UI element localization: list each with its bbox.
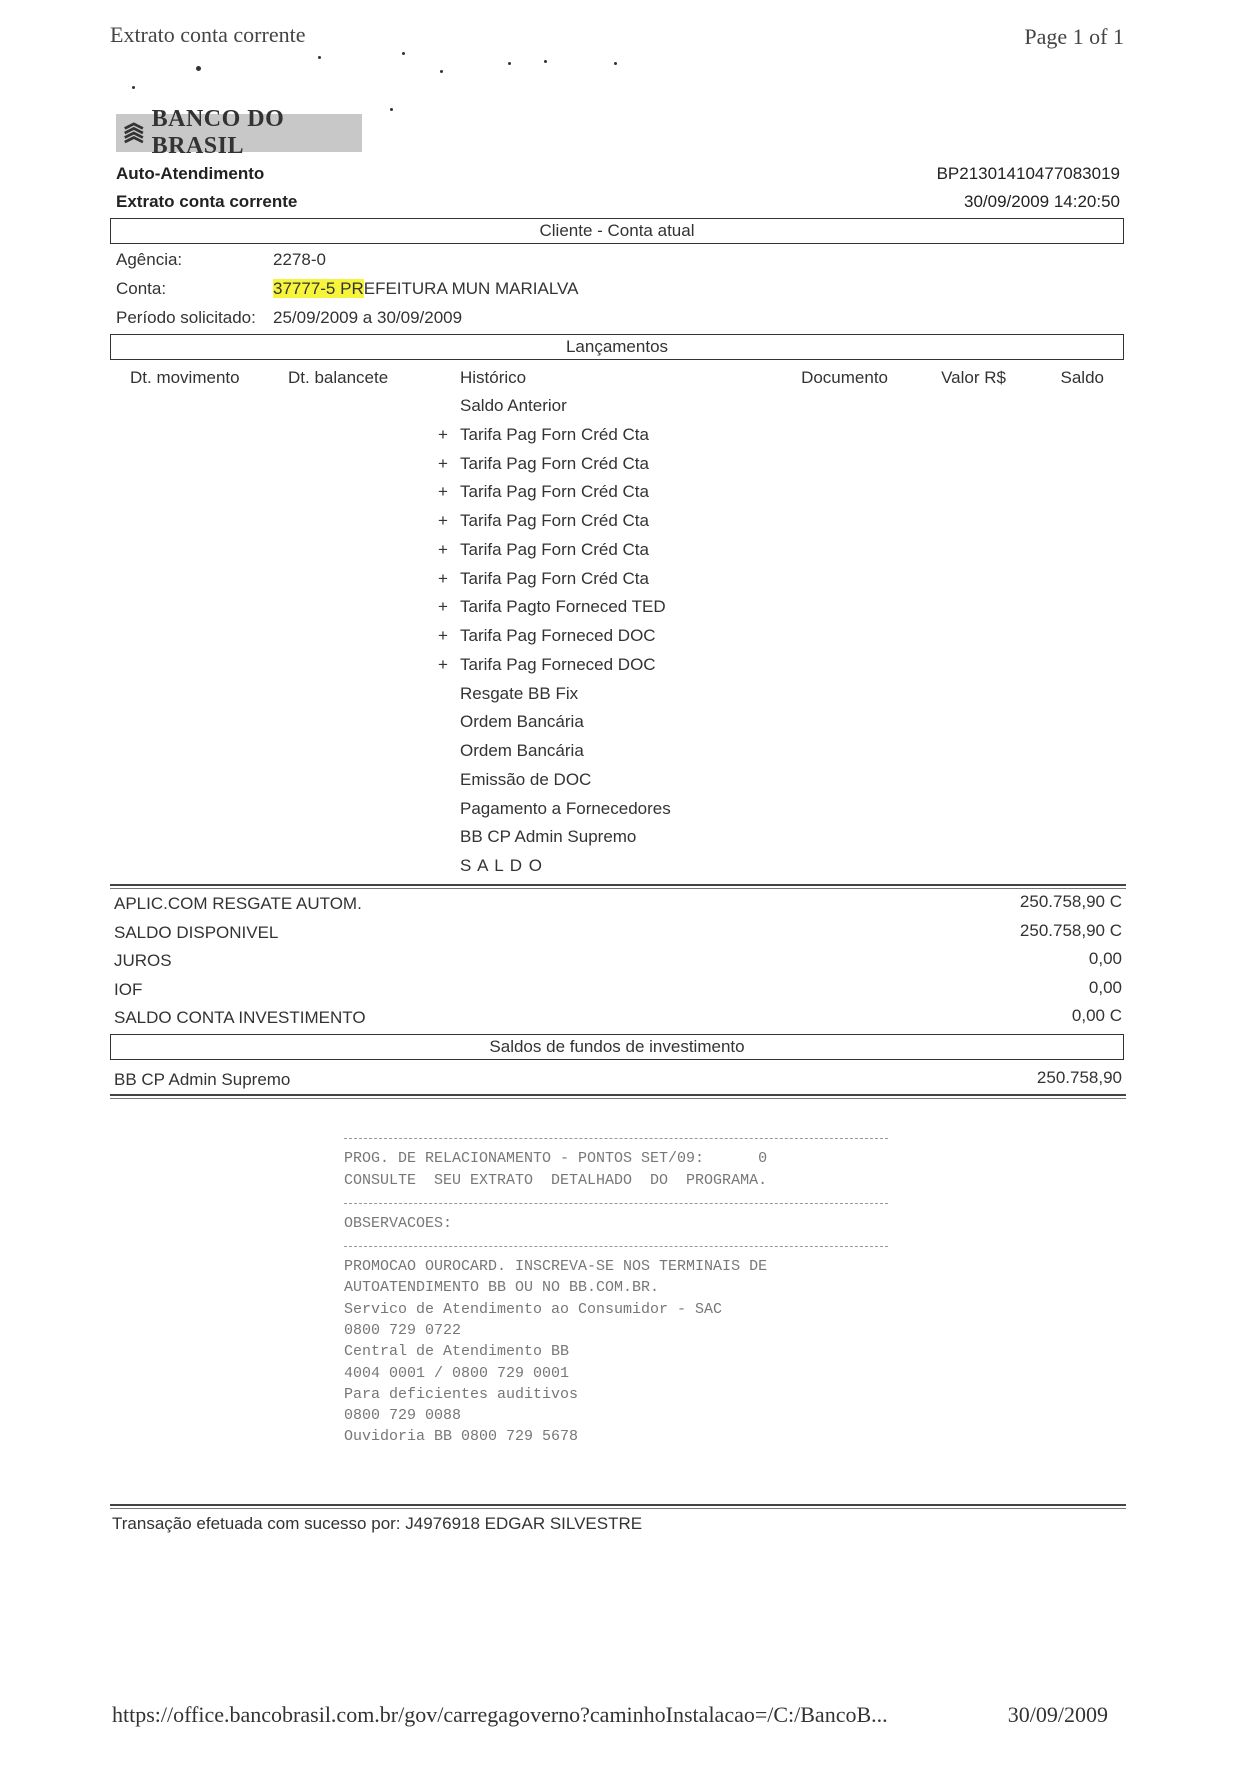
summary-value: 250.758,90 C bbox=[1019, 892, 1122, 911]
fund-name: BB CP Admin Supremo bbox=[114, 1070, 291, 1089]
row-historico: Resgate BB Fix bbox=[460, 684, 579, 703]
message-line: PROMOCAO OUROCARD. INSCREVA-SE NOS TERMINAIS DE bbox=[344, 1258, 768, 1275]
scan-speck bbox=[614, 62, 617, 65]
message-line: AUTOATENDIMENTO BB OU NO BB.COM.BR. bbox=[344, 1279, 660, 1296]
row-historico: S A L D O bbox=[460, 856, 544, 875]
transactions-end-rule bbox=[110, 884, 1126, 889]
row-historico: Pagamento a Fornecedores bbox=[460, 799, 671, 818]
message-divider bbox=[344, 1246, 888, 1247]
scan-speck bbox=[440, 70, 443, 73]
print-footer-date: 30/09/2009 bbox=[1007, 1702, 1108, 1727]
confirmation-rule bbox=[110, 1504, 1126, 1509]
row-sign: + bbox=[438, 511, 448, 530]
scan-speck bbox=[132, 86, 135, 89]
header-dt-movimento: Dt. movimento bbox=[130, 368, 240, 387]
summary-value: 0,00 C bbox=[1071, 1006, 1122, 1025]
row-historico: Tarifa Pag Forneced DOC bbox=[460, 655, 656, 674]
summary-value: 250.758,90 C bbox=[1019, 921, 1122, 940]
header-documento: Documento bbox=[801, 368, 888, 387]
message-line: 0800 729 0722 bbox=[344, 1322, 462, 1339]
summary-value: 0,00 bbox=[1088, 949, 1122, 968]
row-historico: Tarifa Pag Forn Créd Cta bbox=[460, 569, 649, 588]
row-historico: BB CP Admin Supremo bbox=[460, 827, 637, 846]
agencia-label: Agência: bbox=[116, 250, 183, 269]
summary-label: SALDO DISPONIVEL bbox=[114, 923, 279, 942]
conta-holder-name: EFEITURA MUN MARIALVA bbox=[363, 279, 579, 298]
banco-do-brasil-logo bbox=[116, 106, 362, 159]
periodo-label: Período solicitado: bbox=[116, 308, 256, 327]
summary-label: JUROS bbox=[114, 951, 172, 970]
scan-speck bbox=[508, 62, 511, 65]
summary-label: APLIC.COM RESGATE AUTOM. bbox=[114, 894, 362, 913]
row-sign: + bbox=[438, 597, 448, 616]
conta-label: Conta: bbox=[116, 279, 167, 298]
scan-speck bbox=[402, 52, 405, 55]
extrato-label: Extrato conta corrente bbox=[116, 192, 298, 211]
scan-speck bbox=[196, 66, 201, 71]
row-sign: + bbox=[438, 454, 448, 473]
row-historico: Tarifa Pag Forn Créd Cta bbox=[460, 511, 649, 530]
header-dt-balancete: Dt. balancete bbox=[288, 368, 389, 387]
transaction-confirmation: Transação efetuada com sucesso por: J4976918 EDGAR SILVESTRE bbox=[112, 1514, 643, 1533]
row-sign: + bbox=[438, 540, 448, 559]
row-historico: Tarifa Pagto Forneced TED bbox=[460, 597, 666, 616]
scan-speck bbox=[390, 108, 393, 111]
row-sign: + bbox=[438, 425, 448, 444]
print-header-title: Extrato conta corrente bbox=[110, 22, 306, 47]
print-footer-url: https://office.bancobrasil.com.br/gov/carregagoverno?caminhoInstalacao=/C:/BancoB... bbox=[112, 1702, 888, 1727]
conta-number-highlight: 37777-5 PR bbox=[273, 279, 364, 298]
row-historico: Ordem Bancária bbox=[460, 741, 584, 760]
program-points-line: PROG. DE RELACIONAMENTO - PONTOS SET/09: 0 bbox=[344, 1150, 768, 1167]
conta-value bbox=[273, 279, 578, 299]
row-historico: Tarifa Pag Forn Créd Cta bbox=[460, 482, 649, 501]
auto-atendimento-label: Auto-Atendimento bbox=[116, 164, 265, 183]
funds-end-rule bbox=[110, 1094, 1126, 1099]
summary-label: IOF bbox=[114, 980, 143, 999]
agencia-value: 2278-0 bbox=[273, 250, 326, 269]
row-historico: Saldo Anterior bbox=[460, 396, 567, 415]
observations-label: OBSERVACOES: bbox=[344, 1215, 453, 1232]
bb-symbol-icon bbox=[122, 120, 146, 146]
print-header-page-number: Page 1 of 1 bbox=[1024, 24, 1124, 49]
scan-speck bbox=[544, 60, 547, 63]
program-consult-line: CONSULTE SEU EXTRATO DETALHADO DO PROGRAMA. bbox=[344, 1172, 768, 1189]
protocol-number: BP21301410477083019 bbox=[936, 164, 1120, 183]
row-sign: + bbox=[438, 655, 448, 674]
scan-speck bbox=[318, 56, 321, 59]
row-sign: + bbox=[438, 569, 448, 588]
client-section-header: Cliente - Conta atual bbox=[110, 218, 1124, 244]
header-saldo: Saldo bbox=[1060, 368, 1104, 387]
summary-value: 0,00 bbox=[1088, 978, 1122, 997]
row-sign: + bbox=[438, 626, 448, 645]
funds-section-header: Saldos de fundos de investimento bbox=[110, 1034, 1124, 1060]
row-historico: Tarifa Pag Forneced DOC bbox=[460, 626, 656, 645]
message-line: 4004 0001 / 0800 729 0001 bbox=[344, 1365, 570, 1382]
message-divider bbox=[344, 1138, 888, 1139]
logo-text: BANCO DO BRASIL bbox=[151, 106, 285, 159]
message-line: 0800 729 0088 bbox=[344, 1407, 462, 1424]
statement-datetime: 30/09/2009 14:20:50 bbox=[964, 192, 1120, 211]
periodo-value: 25/09/2009 a 30/09/2009 bbox=[273, 308, 463, 327]
row-sign: + bbox=[438, 482, 448, 501]
row-historico: Tarifa Pag Forn Créd Cta bbox=[460, 540, 649, 559]
message-line: Servico de Atendimento ao Consumidor - SAC bbox=[344, 1301, 723, 1318]
lancamentos-section-header: Lançamentos bbox=[110, 334, 1124, 360]
header-valor: Valor R$ bbox=[941, 368, 1006, 387]
summary-label: SALDO CONTA INVESTIMENTO bbox=[114, 1008, 366, 1027]
row-historico: Ordem Bancária bbox=[460, 712, 584, 731]
row-historico: Emissão de DOC bbox=[460, 770, 592, 789]
message-line: Ouvidoria BB 0800 729 5678 bbox=[344, 1428, 579, 1445]
message-divider bbox=[344, 1203, 888, 1204]
row-historico: Tarifa Pag Forn Créd Cta bbox=[460, 425, 649, 444]
row-historico: Tarifa Pag Forn Créd Cta bbox=[460, 454, 649, 473]
message-line: Central de Atendimento BB bbox=[344, 1343, 570, 1360]
fund-balance: 250.758,90 bbox=[1036, 1068, 1122, 1087]
message-line: Para deficientes auditivos bbox=[344, 1386, 579, 1403]
header-historico: Histórico bbox=[460, 368, 527, 387]
